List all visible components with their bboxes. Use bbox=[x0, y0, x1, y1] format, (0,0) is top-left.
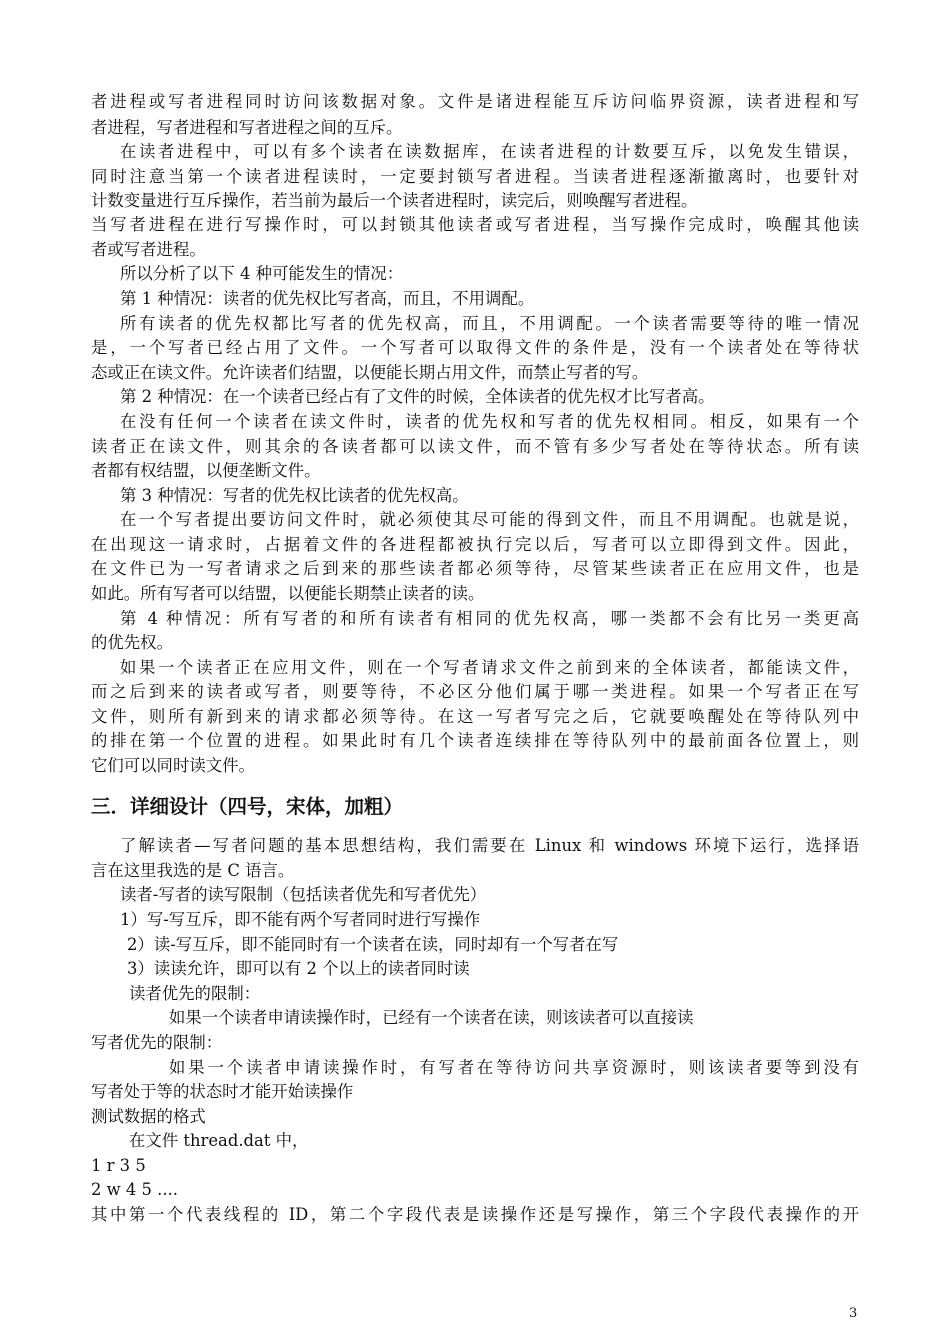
body-line: 写者处于等的状态时才能开始读操作 bbox=[91, 1082, 354, 1101]
body-line: 3）读读允许，即可以有 2 个以上的读者同时读 bbox=[127, 959, 470, 978]
body-line: 第 3 种情况：写者的优先权比读者的优先权高。 bbox=[120, 486, 469, 505]
body-line: 在文件已为一写者请求之后到来的那些读者都必须等待，尽管某些读者正在应用文件，也是 bbox=[91, 559, 859, 578]
body-line: 了解读者—写者问题的基本思想结构，我们需要在 Linux 和 windows 环境下运行，选择语 bbox=[120, 836, 859, 855]
page-number: 3 bbox=[849, 1306, 858, 1321]
body-line: 第 2 种情况：在一个读者已经占有了文件的时候，全体读者的优先权才比写者高。 bbox=[120, 387, 715, 406]
body-line: 测试数据的格式 bbox=[91, 1107, 206, 1126]
body-line: 言在这里我选的是 C 语言。 bbox=[91, 861, 295, 880]
body-line: 是，一个写者已经占用了文件。一个写者可以取得文件的条件是，没有一个读者处在等待状 bbox=[91, 338, 859, 357]
body-line: 者或写者进程。 bbox=[91, 240, 206, 259]
body-line: 在一个写者提出要访问文件时，就必须使其尽可能的得到文件，而且不用调配。也就是说， bbox=[120, 510, 859, 529]
body-line: 者进程，写者进程和写者进程之间的互斥。 bbox=[91, 118, 403, 137]
body-line: 在读者进程中，可以有多个读者在读数据库，在读者进程的计数要互斥，以免发生错误， bbox=[120, 142, 859, 161]
body-line: 如果一个读者申请读操作时，有写者在等待访问共享资源时，则该读者要等到没有 bbox=[169, 1058, 859, 1077]
body-line: 同时注意当第一个读者进程读时，一定要封锁写者进程。当读者进程逐渐撤离时，也要针对 bbox=[91, 167, 859, 186]
body-line: 的优先权。 bbox=[91, 633, 173, 652]
body-line: 写者优先的限制： bbox=[91, 1033, 223, 1052]
body-line: 读者优先的限制： bbox=[129, 984, 261, 1003]
body-line: 它们可以同时读文件。 bbox=[91, 756, 255, 775]
body-line: 计数变量进行互斥操作，若当前为最后一个读者进程时，读完后，则唤醒写者进程。 bbox=[91, 191, 698, 210]
body-line: 者进程或写者进程同时访问该数据对象。文件是诸进程能互斥访问临界资源，读者进程和写 bbox=[91, 92, 859, 111]
body-line: 2）读-写互斥，即不能同时有一个读者在读，同时却有一个写者在写 bbox=[127, 935, 619, 954]
body-line: 态或正在读文件。允许读者们结盟，以便能长期占用文件，而禁止写者的写。 bbox=[91, 363, 649, 382]
body-line: 在出现这一请求时，占据着文件的各进程都被执行完以后，写者可以立即得到文件。因此， bbox=[91, 535, 859, 554]
body-line: 的排在第一个位置的进程。如果此时有几个读者连续排在等待队列中的最前面各位置上，则 bbox=[91, 731, 859, 750]
body-line: 如果一个读者申请读操作时，已经有一个读者在读，则该读者可以直接读 bbox=[169, 1008, 694, 1027]
body-line: 2 w 4 5 .... bbox=[91, 1180, 178, 1199]
body-line: 1 r 3 5 bbox=[91, 1156, 146, 1175]
body-line: 当写者进程在进行写操作时，可以封锁其他读者或写者进程，当写操作完成时，唤醒其他读 bbox=[91, 215, 859, 234]
body-line: 其中第一个代表线程的 ID，第二个字段代表是读操作还是写操作，第三个字段代表操作的开 bbox=[91, 1205, 859, 1224]
body-line: 在没有任何一个读者在读文件时，读者的优先权和写者的优先权相同。相反，如果有一个 bbox=[120, 412, 859, 431]
body-line: 读者-写者的读写限制（包括读者优先和写者优先） bbox=[120, 885, 487, 904]
body-line: 读者正在读文件，则其余的各读者都可以读文件，而不管有多少写者处在等待状态。所有读 bbox=[91, 437, 859, 456]
body-line: 第 4 种情况：所有写者的和所有读者有相同的优先权高，哪一类都不会有比另一类更高 bbox=[120, 609, 859, 628]
section-heading: 三．详细设计（四号，宋体，加粗） bbox=[91, 795, 404, 818]
body-line: 在文件 thread.dat 中， bbox=[129, 1131, 309, 1150]
body-line: 1）写-写互斥，即不能有两个写者同时进行写操作 bbox=[120, 910, 481, 929]
body-line: 者都有权结盟，以便垄断文件。 bbox=[91, 461, 321, 480]
body-line: 所有读者的优先权都比写者的优先权高，而且，不用调配。一个读者需要等待的唯一情况 bbox=[120, 314, 859, 333]
body-line: 如果一个读者正在应用文件，则在一个写者请求文件之前到来的全体读者，都能读文件， bbox=[120, 658, 859, 677]
body-line: 文件，则所有新到来的请求都必须等待。在这一写者写完之后，它就要唤醒处在等待队列中 bbox=[91, 707, 859, 726]
body-line: 所以分析了以下 4 种可能发生的情况： bbox=[120, 264, 404, 283]
body-line: 而之后到来的读者或写者，则要等待，不必区分他们属于哪一类进程。如果一个写者正在写 bbox=[91, 682, 859, 701]
body-line: 如此。所有写者可以结盟，以便能长期禁止读者的读。 bbox=[91, 584, 485, 603]
body-line: 第 1 种情况：读者的优先权比写者高，而且，不用调配。 bbox=[120, 289, 535, 308]
